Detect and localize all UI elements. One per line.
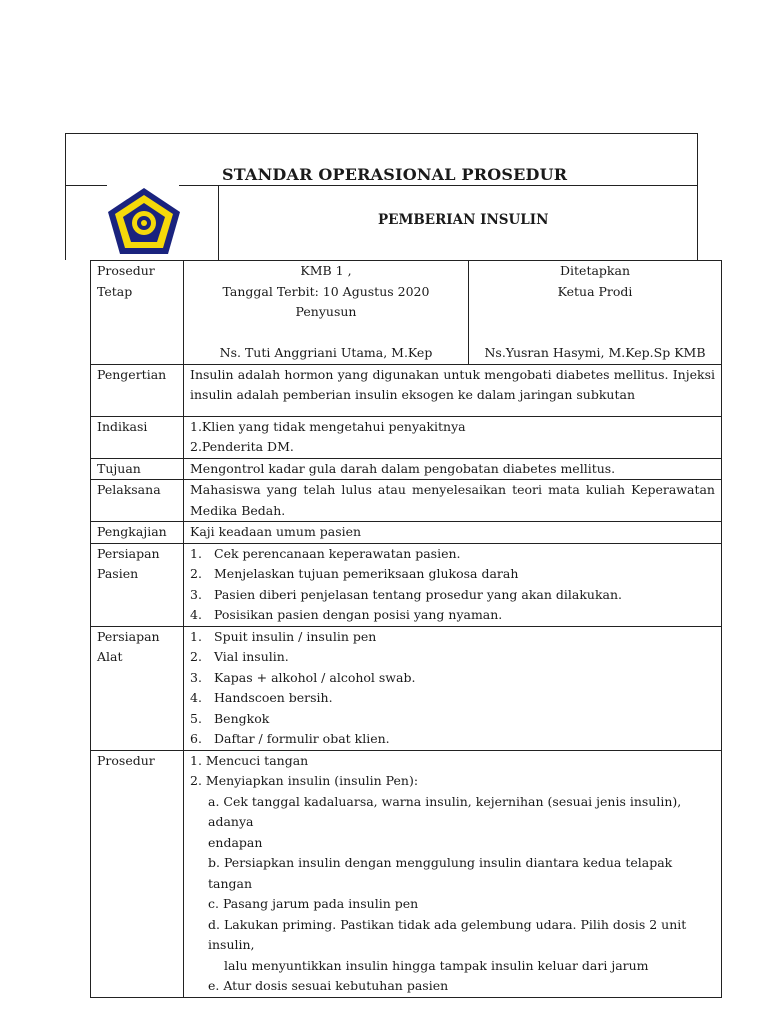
list-item: 2. Menjelaskan tujuan pemeriksaan glukosa darah bbox=[190, 566, 519, 581]
procedure-substep: b. Persiapkan insulin dengan menggulung insulin diantara kedua telapak tangan bbox=[208, 855, 673, 891]
procedure-step: 2. Menyiapkan insulin (insulin Pen): bbox=[190, 773, 419, 788]
meta-label-line1: Prosedur bbox=[97, 263, 155, 278]
list-item: 1. Spuit insulin / insulin pen bbox=[190, 628, 377, 644]
meta-row bbox=[91, 261, 722, 365]
meta-approved-name: Ns.Yusran Hasymi, M.Kep.Sp KMB bbox=[484, 345, 706, 360]
row-content: Mengontrol kadar gula darah dalam pengobatan diabetes mellitus. bbox=[184, 458, 722, 480]
row-pengertian bbox=[91, 364, 722, 416]
meta-author-name: Ns. Tuti Anggriani Utama, M.Kep bbox=[219, 344, 433, 360]
row-label bbox=[91, 626, 184, 750]
row-prosedur bbox=[91, 750, 722, 997]
row-tujuan bbox=[91, 458, 722, 480]
row-label-line2: Alat bbox=[97, 649, 123, 664]
meta-approved-role: Ketua Prodi bbox=[557, 283, 633, 299]
list-item: 3. Pasien diberi penjelasan tentang prosedur yang akan dilakukan. bbox=[190, 586, 623, 602]
header-right-border bbox=[697, 133, 698, 260]
meta-approved-label: Ditetapkan bbox=[560, 263, 630, 278]
row-content bbox=[184, 750, 722, 997]
procedure-substep: a. Cek tanggal kadaluarsa, warna insulin, kejernihan (sesuai jenis insulin), adanya bbox=[208, 793, 682, 829]
row-label-line2: Pasien bbox=[97, 566, 139, 581]
list-item: 4. Posisikan pasien dengan posisi yang nyaman. bbox=[190, 607, 503, 622]
list-item: 1.Klien yang tidak mengetahui penyakitnya bbox=[190, 418, 466, 434]
row-content: Insulin adalah hormon yang digunakan untuk mengobati diabetes mellitus. Injeksi insulin adalah pemberian insulin eksogen ke dalam jaringan subkutan bbox=[184, 364, 722, 416]
row-label-line1: Persiapan bbox=[97, 628, 160, 644]
list-item: 1. Cek perencanaan keperawatan pasien. bbox=[190, 545, 461, 561]
procedure-substep: e. Atur dosis sesuai kebutuhan pasien bbox=[208, 978, 449, 993]
meta-label-line2: Tetap bbox=[97, 283, 133, 299]
sop-table bbox=[90, 260, 722, 998]
row-content bbox=[184, 543, 722, 626]
row-label-line1: Persiapan bbox=[97, 545, 160, 561]
row-content bbox=[184, 626, 722, 750]
row-pengkajian bbox=[91, 522, 722, 544]
meta-label-cell bbox=[91, 261, 184, 365]
row-label bbox=[91, 543, 184, 626]
document-subtitle: PEMBERIAN INSULIN bbox=[378, 212, 549, 228]
list-item: 5. Bengkok bbox=[190, 710, 270, 726]
institution-logo bbox=[106, 186, 182, 256]
row-persiapan-alat bbox=[91, 626, 722, 750]
row-label: Tujuan bbox=[91, 458, 184, 480]
meta-code: KMB 1 , bbox=[300, 263, 352, 278]
list-item: 6. Daftar / formulir obat klien. bbox=[190, 731, 390, 746]
procedure-step: 1. Mencuci tangan bbox=[190, 752, 309, 768]
row-label: Pengkajian bbox=[91, 522, 184, 544]
row-label: Prosedur bbox=[91, 750, 184, 997]
procedure-substep-cont: lalu menyuntikkan insulin hingga tampak insulin keluar dari jarum bbox=[224, 957, 649, 973]
procedure-substep: c. Pasang jarum pada insulin pen bbox=[208, 896, 419, 911]
list-item: 2. Vial insulin. bbox=[190, 649, 289, 664]
row-label: Pelaksana bbox=[91, 480, 184, 522]
row-indikasi bbox=[91, 416, 722, 458]
row-persiapan-pasien bbox=[91, 543, 722, 626]
row-label: Pengertian bbox=[91, 364, 184, 416]
header-divider-right bbox=[179, 185, 698, 186]
row-pelaksana bbox=[91, 480, 722, 522]
document-title: STANDAR OPERASIONAL PROSEDUR bbox=[222, 165, 568, 184]
meta-date: Tanggal Terbit: 10 Agustus 2020 bbox=[222, 283, 430, 299]
list-item: 3. Kapas + alkohol / alcohol swab. bbox=[190, 669, 416, 685]
row-content bbox=[184, 416, 722, 458]
header-top-border bbox=[65, 133, 698, 134]
header-left-border bbox=[65, 133, 66, 260]
meta-approval-cell bbox=[469, 261, 722, 365]
meta-author-role: Penyusun bbox=[295, 304, 357, 319]
row-content: Kaji keadaan umum pasien bbox=[184, 522, 722, 544]
header-logo-divider bbox=[218, 185, 219, 260]
procedure-substep: d. Lakukan priming. Pastikan tidak ada gelembung udara. Pilih dosis 2 unit insulin, bbox=[208, 916, 687, 952]
list-item: 4. Handscoen bersih. bbox=[190, 690, 333, 705]
row-content: Mahasiswa yang telah lulus atau menyelesaikan teori mata kuliah Keperawatan Medika Bedah. bbox=[184, 480, 722, 522]
list-item: 2.Penderita DM. bbox=[190, 439, 294, 454]
row-label: Indikasi bbox=[91, 416, 184, 458]
meta-author-cell bbox=[184, 261, 469, 365]
procedure-substep-cont: endapan bbox=[208, 834, 263, 850]
header-divider-left bbox=[65, 185, 107, 186]
